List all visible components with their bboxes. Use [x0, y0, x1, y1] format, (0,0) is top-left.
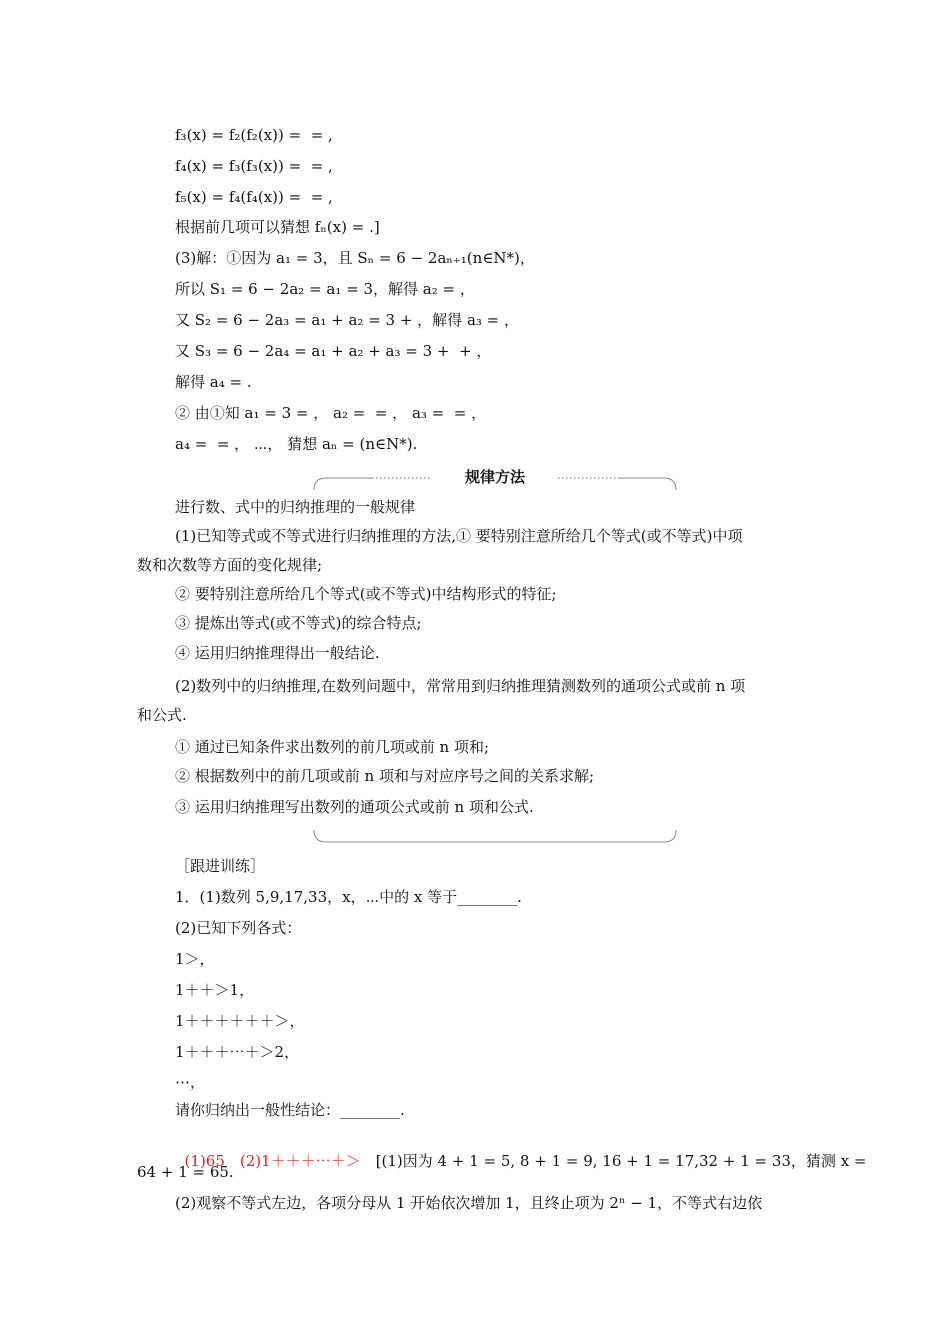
method-line: (1)已知等式或不等式进行归纳推理的方法,① 要特别注意所给几个等式(或不等式)中项 — [175, 527, 743, 545]
text-line: ② 由①知 a₁ = 3 = ， a₂ = = ， a₃ = = ， — [175, 404, 487, 422]
question-line: 1＋＋＞1， — [175, 981, 255, 999]
question-line: 1＞， — [175, 950, 215, 968]
method-line: 进行数、式中的归纳推理的一般规律 — [175, 498, 416, 516]
answer-line: 64 + 1 = 65. — [137, 1163, 234, 1181]
question-line: (2)已知下列各式： — [175, 919, 302, 937]
method-line: ④ 运用归纳推理得出一般结论. — [175, 644, 380, 662]
section-heading: ［跟进训练］ — [175, 857, 266, 875]
question-line: 1．(1)数列 5,9,17,33，x，⋯中的 x 等于________. — [175, 888, 522, 906]
method-line: 和公式. — [137, 706, 187, 724]
method-line: ③ 提炼出等式(或不等式)的综合特点; — [175, 614, 422, 632]
method-line: 数和次数等方面的变化规律; — [137, 556, 323, 574]
text-line: 又 S₃ = 6 − 2a₄ = a₁ + a₂ + a₃ = 3 + + ， — [175, 342, 492, 360]
text-line: (3)解：①因为 a₁ = 3，且 Sₙ = 6 − 2aₙ₊₁(n∈N*)， — [175, 249, 535, 267]
question-line: 请你归纳出一般性结论：________. — [175, 1101, 405, 1119]
question-line: ⋯， — [175, 1073, 206, 1091]
text-line: f₅(x) = f₄(f₄(x)) = = , — [175, 188, 333, 206]
question-line: 1＋＋＋＋＋＋＞， — [175, 1012, 305, 1030]
text-line: a₄ = = ， ⋯， 猜想 aₙ = (n∈N*). — [175, 435, 418, 453]
text-line: 根据前几项可以猜想 fₙ(x) = .] — [175, 218, 380, 236]
answer-explanation: [(1)因为 4 + 1 = 5, 8 + 1 = 9, 16 + 1 = 17,32 + 1 = 33，猜测 x = — [360, 1152, 867, 1170]
answer-line: (2)观察不等式左边，各项分母从 1 开始依次增加 1，且终止项为 2ⁿ − 1，不等式右边依 — [175, 1194, 763, 1212]
answer-line — [175, 1131, 867, 1171]
text-line: f₄(x) = f₃(f₃(x)) = = , — [175, 157, 333, 175]
method-line: (2)数列中的归纳推理,在数列问题中，常常用到归纳推理猜测数列的通项公式或前 n 项 — [175, 677, 746, 695]
method-box-bottom-border — [312, 828, 678, 850]
method-line: ③ 运用归纳推理写出数列的通项公式或前 n 项和公式. — [175, 798, 534, 816]
method-line: ② 要特别注意所给几个等式(或不等式)中结构形式的特征; — [175, 585, 557, 603]
text-line: 解得 a₄ = . — [175, 373, 252, 391]
method-box-title: 规律方法 — [312, 466, 678, 487]
method-line: ② 根据数列中的前几项或前 n 项和与对应序号之间的关系求解; — [175, 767, 595, 785]
text-line: 又 S₂ = 6 − 2a₃ = a₁ + a₂ = 3 + ，解得 a₃ = ， — [175, 311, 520, 329]
method-line: ① 通过已知条件求出数列的前几项或前 n 项和; — [175, 738, 490, 756]
text-line: f₃(x) = f₂(f₂(x)) = = , — [175, 126, 333, 144]
question-line: 1＋＋＋⋯＋＞2， — [175, 1043, 300, 1061]
answer-red: (1)65 (2)1＋＋＋⋯＋＞ — [184, 1152, 361, 1170]
text-line: 所以 S₁ = 6 − 2a₂ = a₁ = 3，解得 a₂ = ， — [175, 280, 475, 298]
